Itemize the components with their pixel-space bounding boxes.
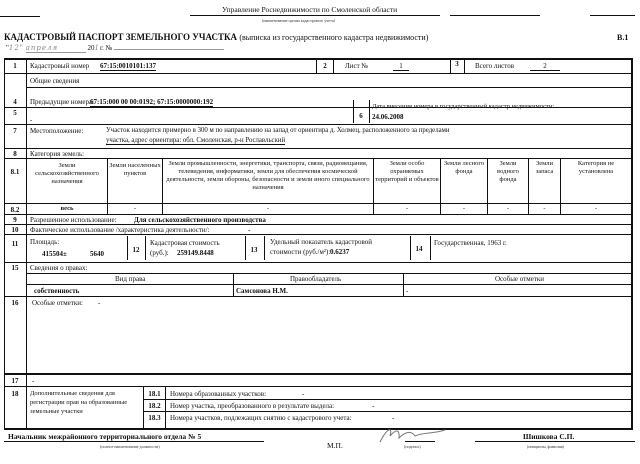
category-header: Земли промышленности, энергетики, транспорта, связи, радиовещания, телевидения, информатики, земли для обеспечения космической деятельности, земли обороны, безопасности и земли иного специального назначения: [166, 160, 370, 191]
removed-parcels-value: -: [392, 414, 395, 422]
row-number: 16: [11, 299, 19, 307]
cadastral-number-label: Кадастровый номер: [30, 62, 90, 70]
previous-numbers-value: 67:15:000 00 00:0192; 67:15:0000000:192: [90, 98, 214, 106]
divider: [4, 373, 632, 375]
land-category-label: Категория земель:: [30, 150, 85, 158]
location-label: Местоположение:: [30, 127, 84, 135]
form-code: В.1: [617, 33, 629, 42]
divider: [590, 15, 635, 16]
row-number: 4: [13, 98, 17, 106]
divider: [4, 386, 632, 387]
divider: [0, 16, 40, 17]
row-number: 11: [11, 240, 19, 248]
number-label: №: [105, 44, 113, 52]
divider: [4, 441, 264, 442]
signer-position: Начальник межрайонного территориального отдела № 5: [8, 432, 202, 441]
removed-parcels-label: Номера участков, подлежащих снятию с кадастрового учета:: [170, 414, 352, 422]
sheet-label: Лист №: [345, 62, 369, 70]
category-value: -: [133, 205, 137, 212]
category-value: -: [266, 205, 270, 212]
divider: [26, 87, 631, 88]
actual-use-label: Фактическое использование /характеристика деятельности/:: [30, 226, 210, 234]
right-holder-value: Самсонова Н.М.: [236, 287, 288, 295]
agency-caption: (наименование органа кадастрового учета): [262, 18, 335, 23]
cadastral-number-value: 67:15:0010101:137: [100, 62, 156, 70]
additional-info-label: Дополнительные сведения для регистрации прав на образованные земельные участки: [30, 390, 128, 415]
cadastral-value: 259149.8448: [177, 249, 214, 257]
name-caption: (инициалы, фамилия): [527, 444, 564, 449]
row-number: 18: [11, 390, 19, 398]
row-number: 9: [13, 216, 17, 224]
divider: [405, 441, 435, 442]
specific-value-label: Удельный показатель кадастровой: [270, 238, 373, 246]
date-month: апреля: [26, 44, 86, 53]
category-value: -: [506, 205, 510, 212]
divider: [4, 203, 632, 204]
document-number-handwritten: [114, 49, 224, 50]
transformed-parcel-value: -: [372, 402, 375, 410]
row-number: 18.1: [148, 390, 161, 398]
area-value: 415504±: [42, 250, 67, 258]
divider: [450, 15, 540, 16]
row-number: 13: [250, 246, 258, 254]
row-number: 8: [13, 150, 17, 158]
permitted-use-label: Разрешенное использование:: [30, 216, 117, 224]
category-header: Земли водного фонда: [497, 160, 519, 183]
total-sheets-label: Всего листов: [475, 62, 515, 70]
year-suffix: г.: [99, 44, 104, 52]
stamp-placeholder: М.П.: [327, 441, 343, 450]
category-value: -: [462, 205, 466, 212]
divider: [145, 236, 146, 260]
issue-date: "12" апреля 201г. №: [6, 44, 224, 53]
divider: [4, 234, 632, 235]
divider: [4, 296, 632, 297]
entry-date-label: Дата внесения номера в государственный кадастр недвижимости:: [372, 103, 555, 110]
category-value: весь: [60, 205, 74, 212]
category-header: Земли особо охраняемых территорий и объектов: [375, 160, 439, 183]
divider: [403, 273, 404, 297]
frame-top: [4, 58, 632, 60]
year-prefix: 20: [87, 44, 95, 52]
permitted-use-value: Для сельскохозяйственного производства: [134, 216, 266, 224]
row-number: 7: [13, 127, 17, 135]
divider: [4, 214, 632, 215]
signature-icon: [375, 424, 465, 446]
row-number: 15: [11, 264, 19, 272]
cadastral-value-unit: (руб.):: [150, 249, 169, 257]
date-day: 12": [8, 44, 24, 52]
entry-date-value: 24.06.2008: [372, 113, 404, 121]
divider: [143, 399, 631, 400]
right-notes-value: -: [406, 287, 409, 295]
row17-value: -: [32, 377, 35, 385]
ownership-year: Государственная, 1963 г.: [434, 239, 507, 247]
general-info-heading: Общие сведения: [30, 77, 80, 85]
divider: [4, 158, 632, 159]
divider: [4, 148, 632, 149]
divider: [190, 15, 440, 16]
agency-name: Управление Роснедвижимости по Смоленской области: [222, 5, 398, 14]
category-value: -: [543, 205, 546, 212]
rights-col-holder: Правообладатель: [290, 275, 342, 283]
formed-parcels-label: Номера образованных участков:: [170, 390, 267, 398]
document-title: [4, 32, 428, 42]
title-sub: (выписка из государственного кадастра недвижимости): [239, 33, 429, 42]
row-number: 18.2: [148, 402, 161, 410]
formed-parcels-value: -: [302, 390, 305, 398]
area-label: Площадь:: [30, 238, 60, 246]
title-main: КАДАСТРОВЫЙ ПАСПОРТ ЗЕМЕЛЬНОГО УЧАСТКА: [4, 32, 238, 42]
row-number: 10: [11, 226, 19, 234]
category-value: -: [405, 205, 409, 212]
category-header: Земли запаса: [535, 160, 554, 175]
cadastral-value-label: Кадастровая стоимость: [150, 239, 220, 247]
transformed-parcel-label: Номер участка, преобразованного в результате выдела:: [170, 402, 335, 410]
divider: [369, 100, 370, 123]
divider: [4, 428, 632, 430]
divider: [4, 73, 632, 74]
right-type-value: собственность: [34, 287, 80, 295]
row5-value: -: [30, 116, 33, 124]
area-tolerance: 5640: [90, 250, 104, 258]
row-number: 3: [455, 60, 459, 68]
row-number: 6: [359, 112, 363, 120]
rights-col-notes: Особые отметки: [495, 275, 544, 283]
previous-numbers-label: Предыдущие номера:: [30, 98, 95, 106]
divider: [430, 236, 431, 260]
divider: [165, 386, 166, 430]
divider: [26, 273, 631, 274]
divider: [333, 58, 334, 73]
row-number: 14: [415, 245, 423, 253]
divider: [4, 262, 632, 263]
position-caption: (полное наименование должности): [100, 444, 160, 449]
divider: [233, 273, 234, 297]
specific-value-unit: стоимости (руб./м²):: [270, 248, 331, 256]
actual-use-value: -: [248, 226, 251, 234]
category-value: -: [594, 205, 598, 212]
location-value-line2: участка, адрес ориентира: обл. Смоленская, р-н Рославльский: [106, 137, 286, 144]
date-quote: ": [6, 44, 9, 52]
sheet-value: 1: [393, 62, 409, 71]
rights-col-type: Вид права: [115, 275, 146, 283]
divider: [450, 58, 451, 73]
signature-caption: (подпись): [404, 444, 421, 449]
divider: [4, 124, 632, 125]
category-header: Земли сельскохозяйственного назначения: [35, 162, 99, 185]
category-header: Земли лесного фонда: [443, 160, 485, 175]
category-header: Категория не установлена: [577, 160, 615, 175]
row-number: 1: [13, 62, 17, 70]
total-sheets-value: 2: [530, 62, 560, 71]
row-number: 18.3: [148, 414, 161, 422]
divider: [26, 284, 631, 285]
row-number: 12: [132, 246, 140, 254]
divider: [264, 236, 265, 260]
divider: [475, 441, 635, 442]
category-header: Земли населенных пунктов: [109, 162, 161, 177]
special-notes-label: Особые отметки:: [32, 299, 83, 307]
row-number: 2: [323, 62, 327, 70]
special-notes-value: -: [98, 299, 101, 307]
divider: [4, 224, 632, 225]
signer-name: Шишкова С.П.: [523, 432, 575, 441]
divider: [464, 58, 465, 73]
row-number: 8.1: [10, 168, 20, 176]
row-number: 5: [13, 109, 17, 117]
row-number: 17: [11, 377, 19, 385]
divider: [316, 58, 317, 73]
row-number: 8.2: [10, 206, 20, 214]
specific-value: 0.6237: [330, 248, 350, 256]
location-value-line1: Участок находится примерно в 300 м по направлению на запад от ориентира д. Холмец, расположенного за пределами: [106, 127, 450, 134]
rights-label: Сведения о правах:: [30, 264, 88, 272]
divider: [143, 411, 631, 412]
